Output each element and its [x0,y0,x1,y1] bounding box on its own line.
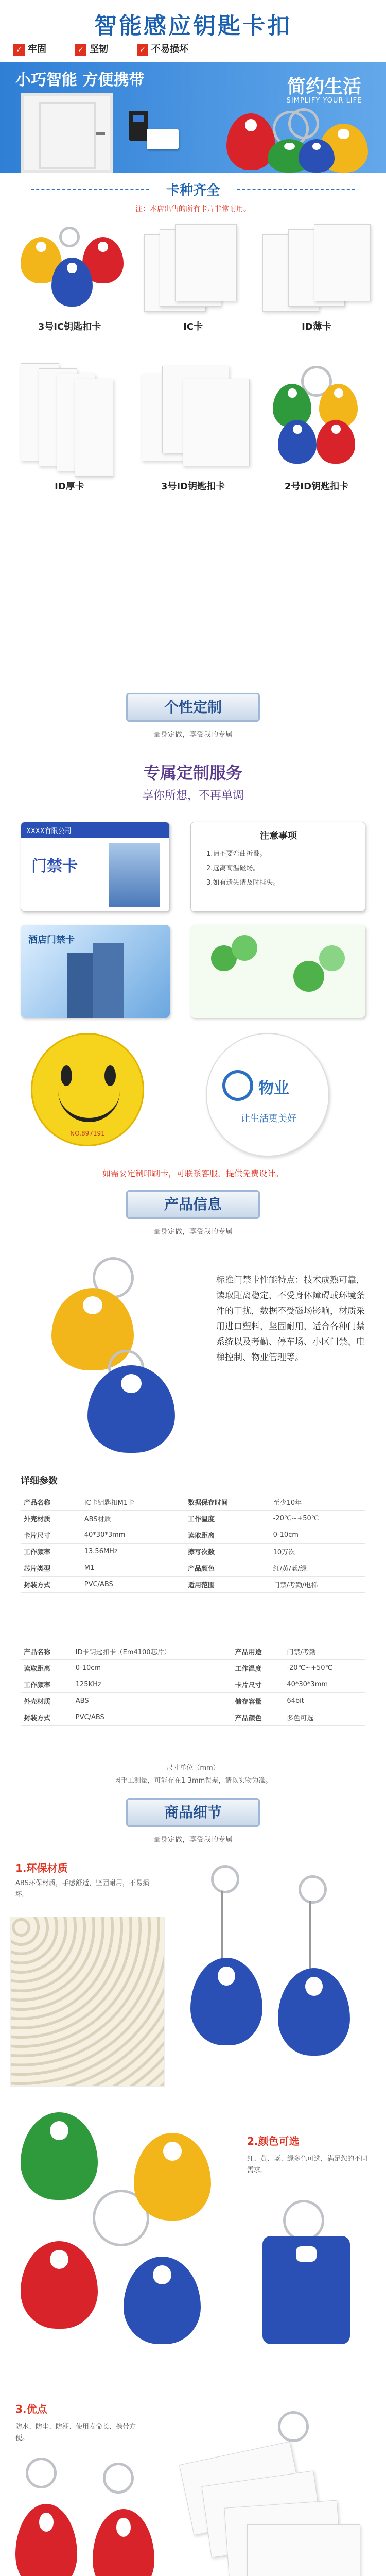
type-item-3 [257,224,376,337]
feature-2-title: 2.颜色可选 [247,2135,300,2147]
feature-3-title: 3.优点 [15,2403,47,2415]
size-note: 尺寸单位（mm） [166,1764,220,1772]
fob-hanging-image [180,1865,376,2087]
check-icon: ✓ [13,44,25,56]
spec-key: 读取距离 [21,1660,73,1676]
spec-key: 擦写次数 [185,1544,270,1560]
spec-key: 产品颜色 [185,1560,270,1577]
spec-key: 封装方式 [21,1577,81,1593]
badge-row [10,41,226,60]
hotel-label: 酒店门禁卡 [28,935,75,945]
spec-key: 读取距离 [185,1527,270,1544]
product-info-image [21,1257,196,1453]
spec-key: 数据保存时间 [185,1494,270,1511]
smiley-number: NO.897191 [70,1130,105,1137]
type-item-1 [10,224,129,337]
sample-hotel-card [21,925,170,1018]
fob-cluster-image [10,2112,226,2380]
card-types-section [0,173,386,688]
spec-value: -20℃~+50℃ [270,1511,365,1527]
spec-value: 40*30*3mm [284,1676,365,1693]
type-item-2 [134,224,252,337]
spec-key: 储存容量 [232,1693,284,1709]
spec-value: 红/黄/蓝/绿 [270,1560,365,1577]
sample-smiley [31,1033,144,1146]
spec-key: 芯片类型 [21,1560,81,1577]
sample-company: XXXX有限公司 [26,827,72,835]
notice-title: 注意事项 [260,831,297,841]
spec-value: 至少10年 [270,1494,365,1511]
custom-headline-sub: 享你所想，不再单调 [142,789,244,802]
blue-fob-closeup [242,2200,371,2365]
sample-door-card [21,822,170,912]
spec-table-1 [21,1494,365,1593]
type-label: ID薄卡 [302,321,331,332]
custom-subtitle: 量身定做，享受我的专属 [153,731,233,739]
spec-row [21,1709,365,1726]
spec-value: 0-10cm [270,1527,365,1544]
spec-value: 0-10cm [73,1660,232,1676]
type-label: 3号IC钥匙扣卡 [38,321,101,332]
hero-card [147,129,179,149]
feature-1-text: ABS环保材质，手感舒适，坚固耐用，不易损坏。 [15,1879,149,1899]
spec-value: -20℃~+50℃ [284,1660,365,1676]
product-description: 标准门禁卡性能特点：技术成熟可靠，读取距离稳定，不受身体障碍或环境条件的干扰，数据不受磁场影响，材质采用进口塑料，坚固耐用，适合各种门禁系统以及考勤、停车场、小区门禁、电梯控制、物业管理等。 [216,1275,365,1363]
hero-section [0,0,386,173]
detail-title: 商品细节 [126,1798,260,1827]
size-note-2: 因手工测量，可能存在1-3mm误差，请以实物为准。 [114,1777,272,1785]
spec-title: 详细参数 [21,1476,58,1486]
spec-value: 门禁/考勤 [284,1643,365,1660]
contact-note: 如需要定制印刷卡，可联系客服，提供免费设计。 [102,1168,284,1178]
badge-tough: ✓ 坚韧 [72,41,115,58]
detail-section [0,1793,386,2576]
custom-title: 个性定制 [126,693,260,722]
sample-door-label: 门禁卡 [31,857,78,875]
door-image [21,93,113,173]
spec-key: 产品名称 [21,1643,73,1660]
feature-3-text: 防水、防尘、防潮、使用寿命长、携带方便。 [15,2423,136,2442]
type-item-6 [257,363,376,492]
spec-value: ABS [73,1693,232,1709]
spec-key: 适用范围 [185,1577,270,1593]
spec-key: 产品用途 [232,1643,284,1660]
note-text: 注：本店出售的所有卡片非常耐用。 [135,205,251,213]
spec-key: 卡片尺寸 [21,1527,81,1544]
hero-slogan: 小巧智能 方便携带 [15,71,145,89]
section-banner-text: 卡种齐全 [166,183,220,198]
spec-key: 外壳材质 [21,1693,73,1709]
property-slogan: 让生活更美好 [241,1113,296,1124]
hero-banner [0,62,386,173]
spec-key: 工作频率 [21,1676,73,1693]
spec-key: 产品颜色 [232,1709,284,1726]
spec-row [21,1577,365,1593]
feature-2-text: 红、黄、蓝、绿多色可选，满足您的不同需求。 [247,2155,368,2174]
sample-clover-card [190,925,365,1018]
red-fobs-image [10,2458,165,2576]
spec-section [0,1473,386,1793]
card-reader [129,111,148,141]
spec-value: ID卡钥匙扣卡（Em4100芯片） [73,1643,232,1660]
spec-value: IC卡钥匙扣M1卡 [81,1494,185,1511]
spec-row [21,1643,365,1660]
spec-key: 工作温度 [185,1511,270,1527]
spec-value: PVC/ABS [73,1709,232,1726]
type-item-4 [10,363,129,492]
sample-notice-card [190,822,365,912]
spec-value: 门禁/考勤/电梯 [270,1577,365,1593]
spec-value: 多色可选 [284,1709,365,1726]
hero-title: 智能感应钥匙卡扣 [94,13,292,39]
spec-key: 工作频率 [21,1544,81,1560]
spec-row [21,1544,365,1560]
detail-subtitle: 量身定做，享受我的专属 [153,1836,233,1844]
spec-value: 40*30*3mm [81,1527,185,1544]
product-info-title: 产品信息 [126,1190,260,1219]
spec-row [21,1494,365,1511]
spec-value: M1 [81,1560,185,1577]
brand-en: SIMPLIFY YOUR LIFE [286,97,362,105]
check-icon: ✓ [75,44,86,56]
type-label: ID厚卡 [55,481,84,492]
type-label: 2号ID钥匙扣卡 [284,481,349,492]
spec-key: 卡片尺寸 [232,1676,284,1693]
type-label: IC卡 [183,321,203,332]
spec-value: 64bit [284,1693,365,1709]
spec-row [21,1511,365,1527]
section-banner [0,178,386,200]
stacked-cards-image [175,2401,376,2576]
spec-value: 10万次 [270,1544,365,1560]
product-info-subtitle: 量身定做，享受我的专属 [153,1228,233,1236]
spec-row [21,1560,365,1577]
spec-key: 外壳材质 [21,1511,81,1527]
check-icon: ✓ [137,44,148,56]
spec-value: 13.56MHz [81,1544,185,1560]
spec-key: 工作温度 [232,1660,284,1676]
feature-1-title: 1.环保材质 [15,1862,68,1874]
notice-line: 1.请不要弯曲折叠。 [206,850,267,858]
spec-row [21,1660,365,1676]
spec-key: 产品名称 [21,1494,81,1511]
spec-value: 125KHz [73,1676,232,1693]
pellets-image [10,1917,165,2087]
spec-table-2 [21,1643,365,1726]
custom-headline: 专属定制服务 [143,763,242,783]
spec-row [21,1693,365,1709]
spec-value: ABS材质 [81,1511,185,1527]
notice-line: 2.远离高温磁场。 [206,865,260,872]
badge-sturdy: ✓ 牢固 [10,41,54,58]
spec-row [21,1676,365,1693]
spec-value: PVC/ABS [81,1577,185,1593]
custom-section [0,688,386,1185]
spec-key: 封装方式 [21,1709,73,1726]
brand-name: 简约生活 [287,76,361,97]
type-label: 3号ID钥匙扣卡 [161,481,225,492]
spec-row [21,1527,365,1544]
notice-line: 3.如有遗失请及时挂失。 [206,879,280,887]
type-item-5 [134,363,252,492]
product-info-section [0,1185,386,1473]
property-text: 物业 [258,1079,289,1097]
badge-durable: ✓ 不易损坏 [134,41,196,58]
sample-property [206,1033,329,1157]
